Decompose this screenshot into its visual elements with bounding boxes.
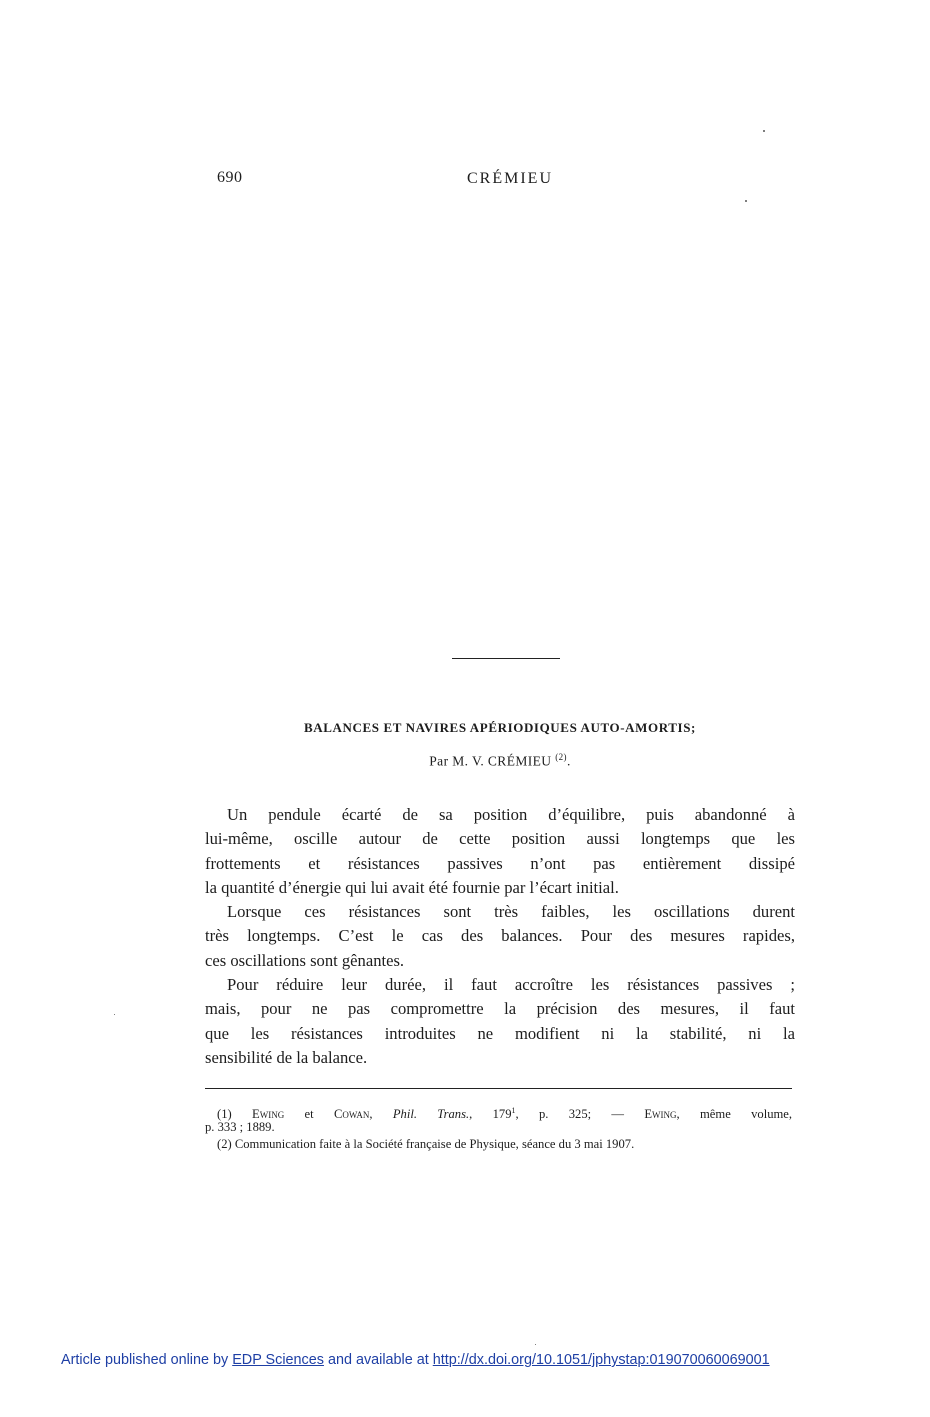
body-line: très longtemps. C’est le cas des balances. Pour des mesures rapides, xyxy=(205,926,795,946)
byline xyxy=(200,752,800,770)
scan-speck xyxy=(535,1344,536,1345)
byline-author: Par M. V. CRÉMIEU xyxy=(429,753,552,769)
footnote-author: Ewing xyxy=(644,1107,677,1122)
body-line: lui-même, oscille autour de cette position aussi longtemps que les xyxy=(205,829,795,849)
body-line: mais, pour ne pas compromettre la précision des mesures, il faut xyxy=(205,999,795,1019)
footnote-author: Cowan xyxy=(333,1107,370,1122)
article-title: BALANCES ET NAVIRES APÉRIODIQUES AUTO-AMORTIS; xyxy=(304,720,696,735)
scan-speck xyxy=(763,130,765,132)
body-line: ces oscillations sont gênantes. xyxy=(205,950,405,970)
byline-footnote-ref: (2) xyxy=(555,752,567,762)
scan-speck xyxy=(745,200,747,202)
footer-prefix: Article published online by xyxy=(61,1352,229,1368)
page-number: 690 xyxy=(217,169,243,186)
body-line: sensibilité de la balance. xyxy=(205,1047,368,1067)
publisher-link[interactable]: EDP Sciences xyxy=(232,1352,324,1368)
byline-period: . xyxy=(566,753,571,769)
body-line: Lorsque ces résistances sont très faibles, les oscillations durent xyxy=(227,902,795,922)
scan-speck xyxy=(114,1014,115,1015)
footnote-journal: Phil. Trans. xyxy=(392,1107,470,1122)
footnote-1-continued: p. 333 ; 1889. xyxy=(205,1120,275,1134)
running-head: CRÉMIEU xyxy=(467,170,553,187)
footnote-1: (1) Ewing et Cowan, Phil. Trans., $179^1$, p. 325; — Ewing, même volume, xyxy=(217,1106,793,1122)
body-line: Pour réduire leur durée, il faut accroître les résistances passives ; xyxy=(227,975,795,995)
footnote-text: Communication faite à la Société française de Physique, séance du 3 mai 1907. xyxy=(234,1137,635,1151)
footnote-volume-sup: 1 xyxy=(511,1106,516,1115)
footnotes xyxy=(205,1102,792,1153)
footnote-2 xyxy=(205,1136,792,1153)
publication-footer xyxy=(61,1352,871,1368)
footnote-marker: (1) xyxy=(217,1107,232,1122)
footnote-pages: , p. 325; — xyxy=(515,1107,625,1122)
footnote-volume: 179 xyxy=(492,1107,512,1122)
section-separator xyxy=(452,658,560,659)
footnote-conj: et xyxy=(304,1107,314,1122)
footnote-author: Ewing xyxy=(252,1107,285,1122)
body-line: que les résistances introduites ne modifient ni la stabilité, ni la xyxy=(205,1023,795,1043)
footnote-rule xyxy=(205,1088,792,1089)
body-line: frottements et résistances passives n’ont pas entièrement dissipé xyxy=(205,853,795,873)
doi-link[interactable]: http://dx.doi.org/10.1051/jphystap:019070060069001 xyxy=(432,1352,770,1368)
article-body xyxy=(205,803,795,1070)
footer-middle: and available at xyxy=(327,1352,429,1368)
footnote-tail: , même volume, xyxy=(676,1107,793,1122)
body-line: Un pendule écarté de sa position d’équilibre, puis abandonné à xyxy=(227,805,795,824)
body-line: la quantité d’énergie qui lui avait été fournie par l’écart initial. xyxy=(205,877,619,897)
footnote-marker: (2) xyxy=(217,1137,232,1151)
